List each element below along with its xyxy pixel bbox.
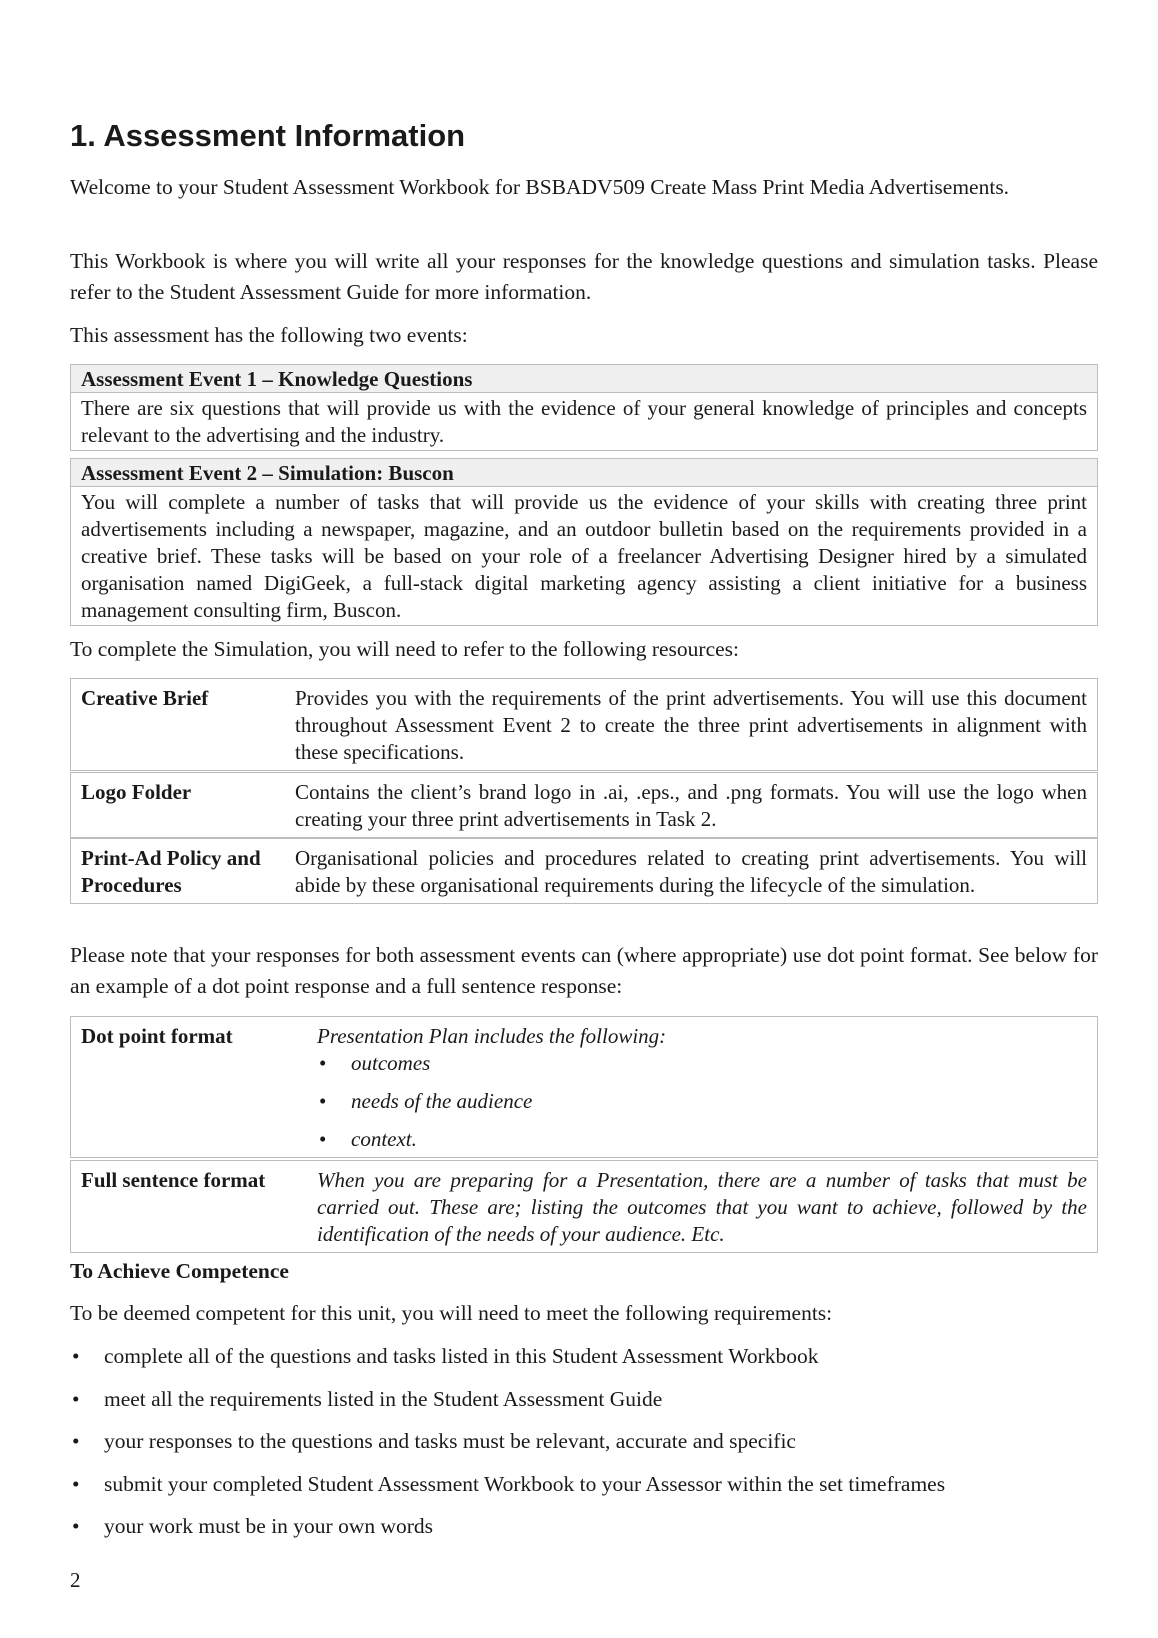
bullet-icon: • bbox=[319, 1051, 327, 1075]
dot-point-format-row bbox=[70, 1016, 1098, 1158]
bullet-icon: • bbox=[72, 1429, 80, 1453]
intro-paragraph-2: This Workbook is where you will write all your responses for the knowledge questions and simulation tasks. Please refer to the Student Assessment Guide for more information. bbox=[70, 249, 1098, 304]
list-item: • context. bbox=[319, 1127, 417, 1151]
list-item: • meet all the requirements listed in the Student Assessment Guide bbox=[70, 1384, 1098, 1415]
list-item: • your work must be in your own words bbox=[70, 1511, 1098, 1542]
bullet-icon: • bbox=[319, 1089, 327, 1113]
resource-row-print-ad-policy bbox=[70, 838, 1098, 904]
event-1-title: Assessment Event 1 – Knowledge Questions bbox=[71, 365, 1097, 393]
dot-point-example bbox=[307, 1017, 1097, 1157]
bullet-icon: • bbox=[72, 1386, 80, 1411]
resource-name: Creative Brief bbox=[81, 686, 209, 710]
event-1-body: There are six questions that will provide us with the evidence of your general knowledge of principles and concepts relevant to the advertising and the industry. bbox=[81, 396, 1087, 447]
bullet-icon: • bbox=[319, 1127, 327, 1151]
page-number: 2 bbox=[70, 1568, 81, 1592]
list-item: • needs of the audience bbox=[319, 1089, 533, 1113]
dot-point-list bbox=[317, 1050, 1087, 1153]
resource-description: Organisational policies and procedures related to creating print advertisements. You will abide by these organisational requirements during the lifecycle of the simulation. bbox=[295, 846, 1087, 897]
event-box-1 bbox=[70, 364, 1098, 451]
list-item: • submit your completed Student Assessment Workbook to your Assessor within the set timeframes bbox=[70, 1469, 1098, 1500]
full-sentence-example: When you are preparing for a Presentation, there are a number of tasks that must be carried out. These are; listing the outcomes that you want to achieve, followed by the identification of the needs of your audience. Etc. bbox=[317, 1168, 1087, 1246]
dot-point-lead: Presentation Plan includes the following: bbox=[317, 1024, 667, 1048]
full-sentence-format-row bbox=[70, 1160, 1098, 1253]
resource-row-creative-brief bbox=[70, 678, 1098, 771]
format-note: Please note that your responses for both assessment events can (where appropriate) use dot point format. See below for an example of a dot point response and a full sentence response: bbox=[70, 943, 1098, 998]
resource-description: Contains the client’s brand logo in .ai, .eps., and .png formats. You will use the logo when creating your three print advertisements in Task 2. bbox=[295, 780, 1087, 831]
page-title: 1. Assessment Information bbox=[70, 118, 466, 153]
resource-name: Print-Ad Policy and Procedures bbox=[81, 846, 261, 897]
intro-paragraph-1: Welcome to your Student Assessment Workbook for BSBADV509 Create Mass Print Media Advertisements. bbox=[70, 175, 1010, 199]
list-item: • outcomes bbox=[319, 1051, 431, 1075]
competence-title: To Achieve Competence bbox=[70, 1259, 289, 1283]
resource-name: Logo Folder bbox=[81, 780, 192, 804]
list-item: • complete all of the questions and tasks listed in this Student Assessment Workbook bbox=[70, 1341, 1098, 1372]
event-2-title: Assessment Event 2 – Simulation: Buscon bbox=[71, 459, 1097, 487]
format-label: Full sentence format bbox=[81, 1168, 266, 1192]
bullet-icon: • bbox=[72, 1514, 80, 1538]
list-item: • your responses to the questions and tasks must be relevant, accurate and specific bbox=[70, 1426, 1098, 1457]
intro-paragraph-3: This assessment has the following two events: bbox=[70, 323, 468, 347]
event-2-body: You will complete a number of tasks that will provide us the evidence of your skills with creating three print advertisements including a newspaper, magazine, and an outdoor bulletin based on the requirements provided in a creative brief. These tasks will be based on your role of a freelancer Advertising Designer hired by a simulated organisation named DigiGeek, a full-stack digital marketing agency assisting a client initiative for a business management consulting firm, Buscon. bbox=[81, 490, 1087, 622]
resources-intro: To complete the Simulation, you will need to refer to the following resources: bbox=[70, 637, 740, 661]
competence-intro: To be deemed competent for this unit, you will need to meet the following requirements: bbox=[70, 1301, 833, 1325]
format-label: Dot point format bbox=[81, 1024, 233, 1048]
event-box-2 bbox=[70, 458, 1098, 626]
resource-description: Provides you with the requirements of the print advertisements. You will use this document throughout Assessment Event 2 to create the three print advertisements in alignment with these specifications. bbox=[295, 686, 1087, 764]
competence-requirements-list bbox=[70, 1341, 1098, 1554]
resource-row-logo-folder bbox=[70, 772, 1098, 838]
bullet-icon: • bbox=[72, 1471, 80, 1496]
bullet-icon: • bbox=[72, 1344, 80, 1368]
